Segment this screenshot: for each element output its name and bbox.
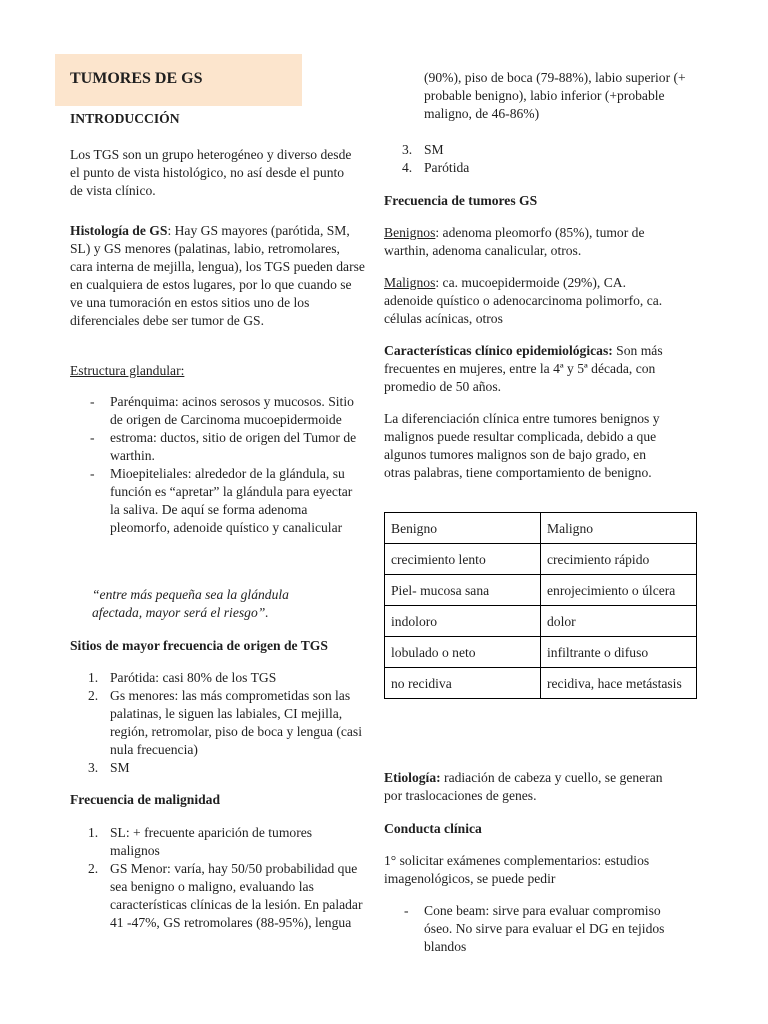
list-item: 3. SM (402, 142, 444, 157)
estructura-list (70, 393, 365, 537)
list-item: - Parénquima: acinos serosos y mucosos. Sitio de origen de Carcinoma mucoepidermoide (70, 393, 365, 429)
continued-list (384, 141, 684, 177)
table-cell: enrojecimiento o úlcera (541, 575, 697, 606)
list-item: 2. GS Menor: varía, hay 50/50 probabilidad que sea benigno o maligno, evaluando las características clínicas de la lesión. En paladar 41 -47%, GS retromolares (88-95%), lengua (88, 861, 363, 930)
histologia-text: : Hay GS mayores (parótida, SM, SL) y GS menores (palatinas, labio, retromolares, cara interna de mejilla, lengua), los TGS pueden darse en cualquiera de estos lugares, por lo que cuando se ve una tumoración en estos sitios uno de los diferenciales debe ser tumor de GS. (70, 223, 365, 328)
histologia-paragraph (70, 222, 365, 330)
table-row (385, 606, 697, 637)
list-item: 1. SL: + frecuente aparición de tumores malignos (88, 825, 313, 858)
table-row (385, 575, 697, 606)
continued-item-text: (90%), piso de boca (79-88%), labio superior (+ probable benigno), labio inferior (+probable maligno, de 46-86%) (424, 70, 686, 121)
page-title: TUMORES DE GS (70, 70, 203, 87)
intro-heading: INTRODUCCIÓN (70, 111, 180, 126)
conducta-text: 1° solicitar exámenes complementarios: estudios imagenológicos, se puede pedir (384, 853, 650, 886)
malignos-text: : ca. mucoepidermoide (29%), CA. adenoide quístico o adenocarcinoma polimorfo, ca. células acínicas, otros (384, 275, 663, 326)
sitios-heading: Sitios de mayor frecuencia de origen de TGS (70, 638, 328, 653)
sitios-list (70, 669, 365, 777)
benignos-text: : adenoma pleomorfo (85%), tumor de warthin, adenoma canalicular, otros. (384, 225, 645, 258)
table-cell: crecimiento lento (385, 544, 541, 575)
quote-text: “entre más pequeña sea la glándula afectada, mayor será el riesgo”. (92, 587, 289, 620)
table-row (385, 513, 697, 544)
conducta-heading: Conducta clínica (384, 821, 482, 836)
etiologia-label: Etiología: (384, 770, 441, 785)
frecuencia-heading: Frecuencia de tumores GS (384, 193, 538, 208)
conducta-list (384, 902, 679, 956)
table-cell: lobulado o neto (385, 637, 541, 668)
table-cell: infiltrante o difuso (541, 637, 697, 668)
estructura-heading: Estructura glandular: (70, 363, 185, 378)
list-item: 1. Parótida: casi 80% de los TGS (88, 670, 277, 685)
table-cell: no recidiva (385, 668, 541, 699)
malignidad-heading: Frecuencia de malignidad (70, 792, 221, 807)
caracteristicas-text: Son más frecuentes en mujeres, entre la 4ª y 5ª década, con promedio de 50 años. (384, 343, 663, 394)
malignidad-list (70, 824, 365, 932)
caracteristicas-label: Características clínico epidemiológicas: (384, 343, 613, 358)
caracteristicas-paragraph (384, 342, 679, 396)
table-cell: indoloro (385, 606, 541, 637)
table-cell: dolor (541, 606, 697, 637)
comparison-table (384, 512, 697, 699)
table-row (385, 637, 697, 668)
table-cell: Piel- mucosa sana (385, 575, 541, 606)
list-item: - estroma: ductos, sitio de origen del Tumor de warthin. (70, 429, 365, 465)
list-item: 3. SM (88, 760, 130, 775)
list-item: 2. Gs menores: las más comprometidas son las palatinas, le siguen las labiales, CI mejilla, región, retromolar, piso de boca y lengua (casi nula frecuencia) (88, 688, 362, 757)
etiologia-text: radiación de cabeza y cuello, se generan por traslocaciones de genes. (384, 770, 663, 803)
diferenciacion-text: La diferenciación clínica entre tumores benignos y malignos puede resultar complicada, debido a que algunos tumores malignos son de bajo grado, en otras palabras, tiene comportamiento de benigno. (384, 411, 660, 480)
benignos-label: Benignos (384, 225, 436, 240)
table-cell: recidiva, hace metástasis (541, 668, 697, 699)
intro-text: Los TGS son un grupo heterogéneo y diverso desde el punto de vista histológico, no así desde el punto de vista clínico. (70, 147, 352, 198)
table-row (385, 668, 697, 699)
malignos-label: Malignos (384, 275, 436, 290)
list-item: - Cone beam: sirve para evaluar compromiso óseo. No sirve para evaluar el DG en tejidos blandos (384, 902, 679, 956)
table-cell: Maligno (541, 513, 697, 544)
histologia-label: Histología de GS (70, 223, 168, 238)
benignos-paragraph (384, 224, 674, 260)
table-row (385, 544, 697, 575)
list-item: 4. Parótida (402, 160, 470, 175)
table-cell: crecimiento rápido (541, 544, 697, 575)
table-cell: Benigno (385, 513, 541, 544)
list-item: - Mioepiteliales: alrededor de la glándula, su función es “apretar” la glándula para eyectar la saliva. De aquí se forma adenoma pleomorfo, adenoide quístico y canalicular (70, 465, 365, 537)
etiologia-paragraph (384, 769, 679, 805)
malignos-paragraph (384, 274, 674, 328)
